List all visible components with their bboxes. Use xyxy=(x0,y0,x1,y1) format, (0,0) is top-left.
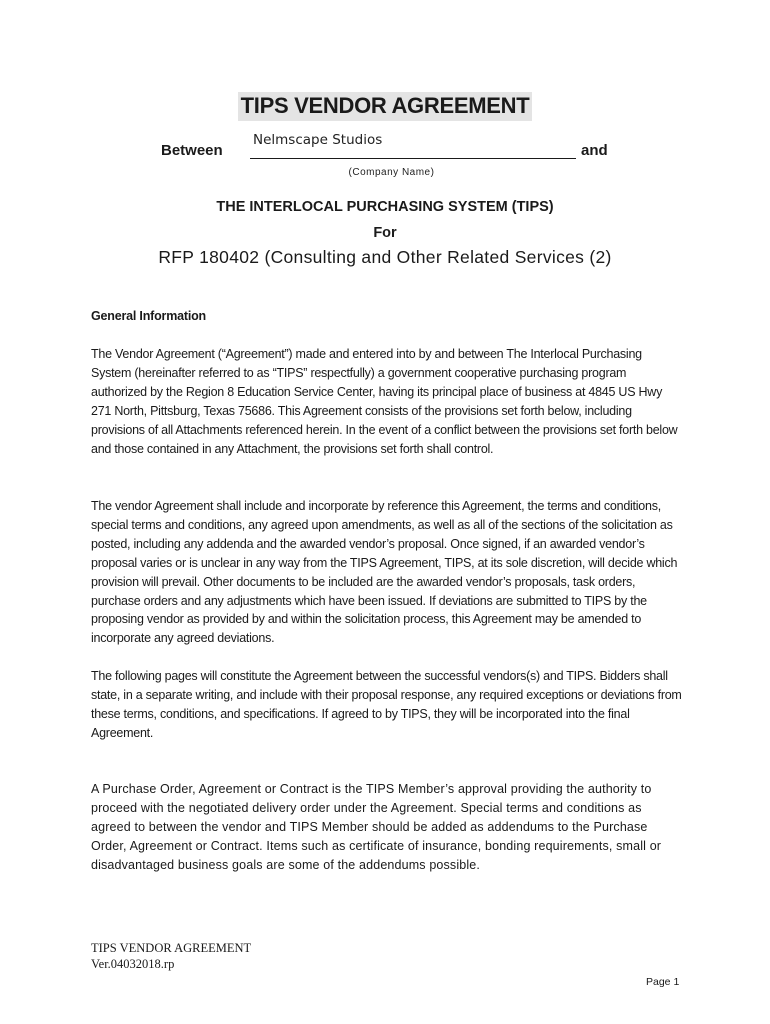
company-name-caption: (Company Name) xyxy=(348,167,435,178)
paragraph: The Vendor Agreement (“Agreement”) made and entered into by and between The Interlocal Purchasing System (hereinafter referred to as “TIPS” respectfully) a government cooperative purchasing program authorized by the Region 8 Education Service Center, having its principal place of business at 4845 US Hwy 271 North, Pittsburg, Texas 75686. This Agreement consists of the provisions set forth below, including provisions of all Attachments referenced herein. In the event of a conflict between the provisions set forth below and those contained in any Attachment, the provisions set forth shall control. xyxy=(91,347,678,456)
title-container xyxy=(0,92,770,121)
paragraph: The following pages will constitute the Agreement between the successful vendors(s) and TIPS. Bidders shall state, in a separate writing, and include with their proposal response, any required exceptions or deviations from these terms, conditions, and specifications. If agreed to by TIPS, they will be incorporated into the final Agreement. xyxy=(91,669,682,740)
system-title: THE INTERLOCAL PURCHASING SYSTEM (TIPS) xyxy=(216,199,554,215)
for-label: For xyxy=(373,225,397,241)
page-title: TIPS VENDOR AGREEMENT xyxy=(238,92,533,121)
and-label: and xyxy=(581,142,608,159)
company-name-field[interactable]: Nelmscape Studios xyxy=(253,132,383,148)
company-name-underline xyxy=(250,158,576,159)
section-heading: General Information xyxy=(91,309,206,323)
page-number: Page 1 xyxy=(646,976,680,988)
footer-version: Ver.04032018.rp xyxy=(91,957,175,971)
between-label: Between xyxy=(161,142,223,159)
footer-title: TIPS VENDOR AGREEMENT xyxy=(91,941,252,955)
paragraph: The vendor Agreement shall include and incorporate by reference this Agreement, the terms and conditions, special terms and conditions, any agreed upon amendments, as well as all of the sections of the solicitation as posted, including any addenda and the awarded vendor’s proposal. Once signed, if an awarded vendor’s proposal varies or is unclear in any way from the TIPS Agreement, TIPS, at its sole discretion, will decide which provision will prevail. Other documents to be included are the awarded vendor’s proposals, task orders, purchase orders and any adjustments which have been issued. If deviations are submitted to TIPS by the proposing vendor as provided by and within the solicitation process, this Agreement may be amended to incorporate any agreed deviations. xyxy=(91,499,678,646)
paragraph: A Purchase Order, Agreement or Contract is the TIPS Member’s approval providing the authority to proceed with the negotiated delivery order under the Agreement. Special terms and conditions as agreed to between the vendor and TIPS Member should be added as addendums to the Purchase Order, Agreement or Contract. Items such as certificate of insurance, bonding requirements, small or disadvantaged business goals are some of the addendums possible. xyxy=(91,782,662,872)
rfp-title: RFP 180402 (Consulting and Other Related Services (2) xyxy=(158,247,612,267)
